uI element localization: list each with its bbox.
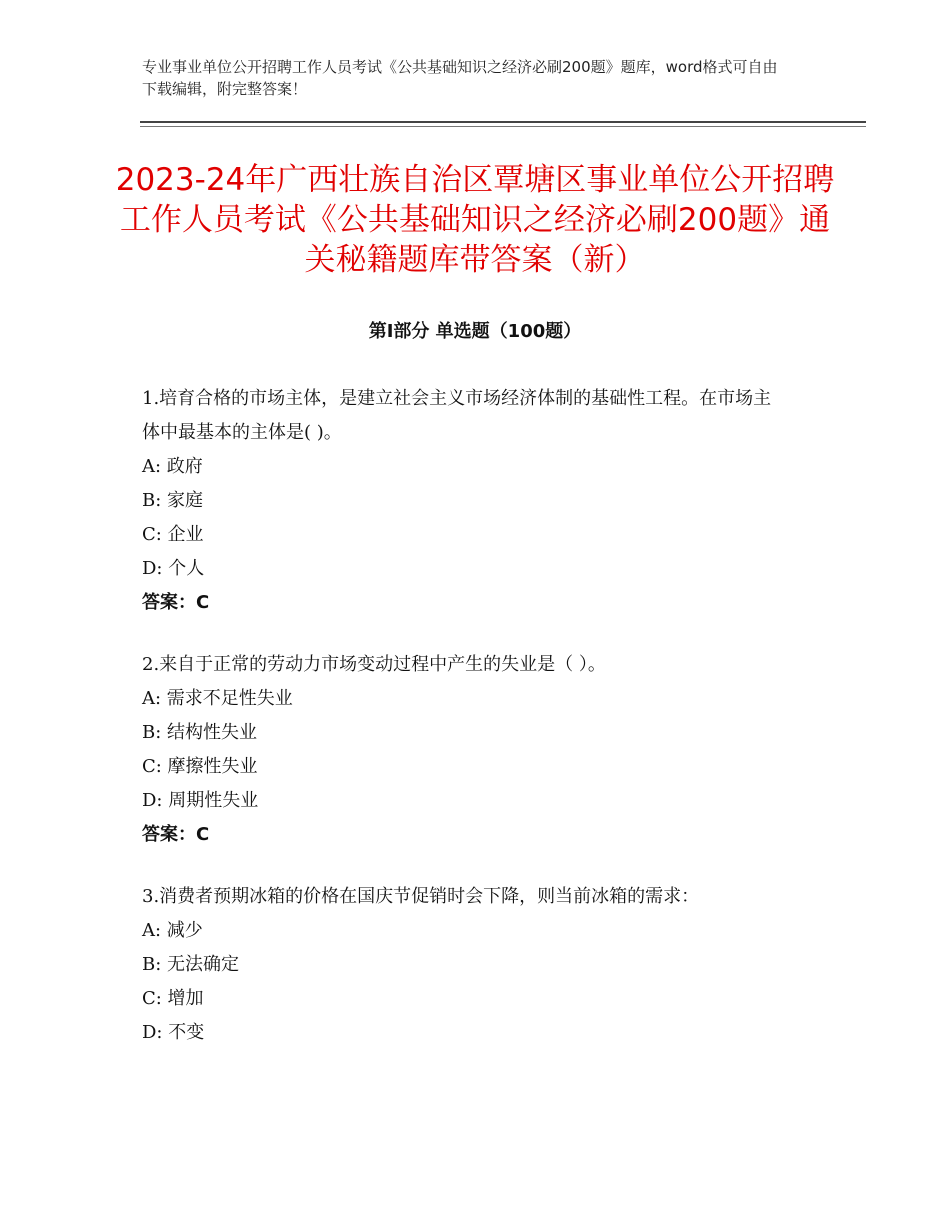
header-divider-thin bbox=[140, 126, 866, 127]
answer: 答案：C bbox=[142, 592, 210, 613]
option-d: D: 个人 bbox=[142, 558, 205, 579]
option-b: B: 家庭 bbox=[142, 490, 204, 511]
option-d: D: 周期性失业 bbox=[142, 790, 259, 811]
question-2 bbox=[142, 648, 782, 852]
question-text: 3.消费者预期冰箱的价格在国庆节促销时会下降，则当前冰箱的需求： bbox=[142, 886, 700, 907]
answer: 答案：C bbox=[142, 824, 210, 845]
option-a: A: 需求不足性失业 bbox=[142, 688, 293, 709]
header-note: 专业事业单位公开招聘工作人员考试《公共基础知识之经济必刷200题》题库，word格式可自由下载编辑，附完整答案！ bbox=[142, 58, 778, 98]
question-3 bbox=[142, 880, 782, 1050]
question-text: 2.来自于正常的劳动力市场变动过程中产生的失业是（ ）。 bbox=[142, 654, 606, 675]
option-d: D: 不变 bbox=[142, 1022, 205, 1043]
question-1 bbox=[142, 382, 782, 620]
option-c: C: 企业 bbox=[142, 524, 204, 545]
option-a: A: 减少 bbox=[142, 920, 203, 941]
section-heading: 第Ⅰ部分 单选题（100题） bbox=[368, 321, 582, 342]
header-divider-thick bbox=[140, 121, 866, 123]
option-a: A: 政府 bbox=[142, 456, 203, 477]
question-text: 1.培育合格的市场主体，是建立社会主义市场经济体制的基础性工程。在市场主体中最基本的主体是( )。 bbox=[142, 388, 772, 443]
document-title: 2023-24年广西壮族自治区覃塘区事业单位公开招聘工作人员考试《公共基础知识之经济必刷200题》通关秘籍题库带答案（新） bbox=[115, 162, 835, 278]
option-c: C: 摩擦性失业 bbox=[142, 756, 258, 777]
question-list bbox=[142, 382, 782, 1078]
option-b: B: 结构性失业 bbox=[142, 722, 258, 743]
option-b: B: 无法确定 bbox=[142, 954, 240, 975]
option-c: C: 增加 bbox=[142, 988, 204, 1009]
